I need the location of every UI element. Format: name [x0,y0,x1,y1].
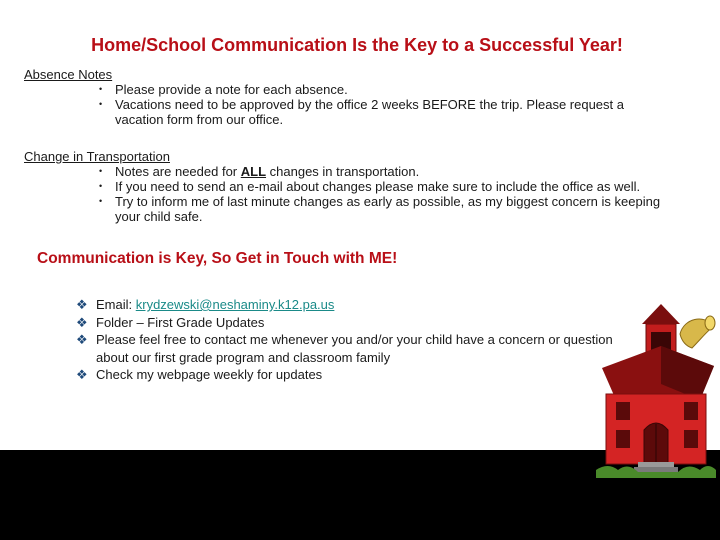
list-item-text: If you need to send an e-mail about changes please make sure to include the office as well. [115,179,641,194]
absence-section [24,67,674,127]
bullet-icon: • [99,99,103,109]
transportation-section [24,149,674,224]
emphasis-text: ALL [240,164,267,179]
schoolhouse-bell-icon [588,296,718,480]
list-item [24,97,674,127]
contact-item [76,331,616,366]
list-item-text: Please provide a note for each absence. [115,82,348,97]
page-title: Home/School Communication Is the Key to a Successful Year! [91,35,623,55]
contact-item-text: Check my webpage weekly for updates [96,367,323,382]
diamond-bullet-icon: ❖ [76,314,88,330]
list-item-text-pre: Notes are needed for [115,164,241,179]
contact-subtitle: Communication is Key, So Get in Touch with ME! [37,250,398,267]
email-label: Email: [96,297,136,312]
email-link[interactable]: krydzewski@neshaminy.k12.pa.us [135,297,335,312]
bullet-icon: • [99,196,103,206]
transportation-heading: Change in Transportation [24,149,170,164]
bullet-icon: • [99,166,103,176]
list-item-text: Try to inform me of last minute changes as early as possible, as my biggest concern is keeping your child safe. [115,194,661,224]
contact-item [76,366,616,384]
list-item [24,164,674,179]
bullet-icon: • [99,84,103,94]
list-item [24,194,674,224]
contact-list [76,296,616,384]
list-item [24,179,674,194]
contact-item-text: Please feel free to contact me whenever you and/or your child have a concern or question about our first grade program and classroom family [96,332,613,365]
absence-heading: Absence Notes [24,67,113,82]
bullet-icon: • [99,181,103,191]
diamond-bullet-icon: ❖ [76,297,88,312]
list-item-text-post: changes in transportation. [266,164,420,179]
contact-item-text: Folder – First Grade Updates [96,314,265,330]
diamond-bullet-icon: ❖ [76,332,88,347]
list-item [24,82,674,97]
contact-item [76,314,616,332]
contact-item-email [76,296,616,314]
list-item-text: Vacations need to be approved by the office 2 weeks BEFORE the trip. Please request a vacation form from our office. [115,97,624,127]
diamond-bullet-icon: ❖ [76,367,88,382]
